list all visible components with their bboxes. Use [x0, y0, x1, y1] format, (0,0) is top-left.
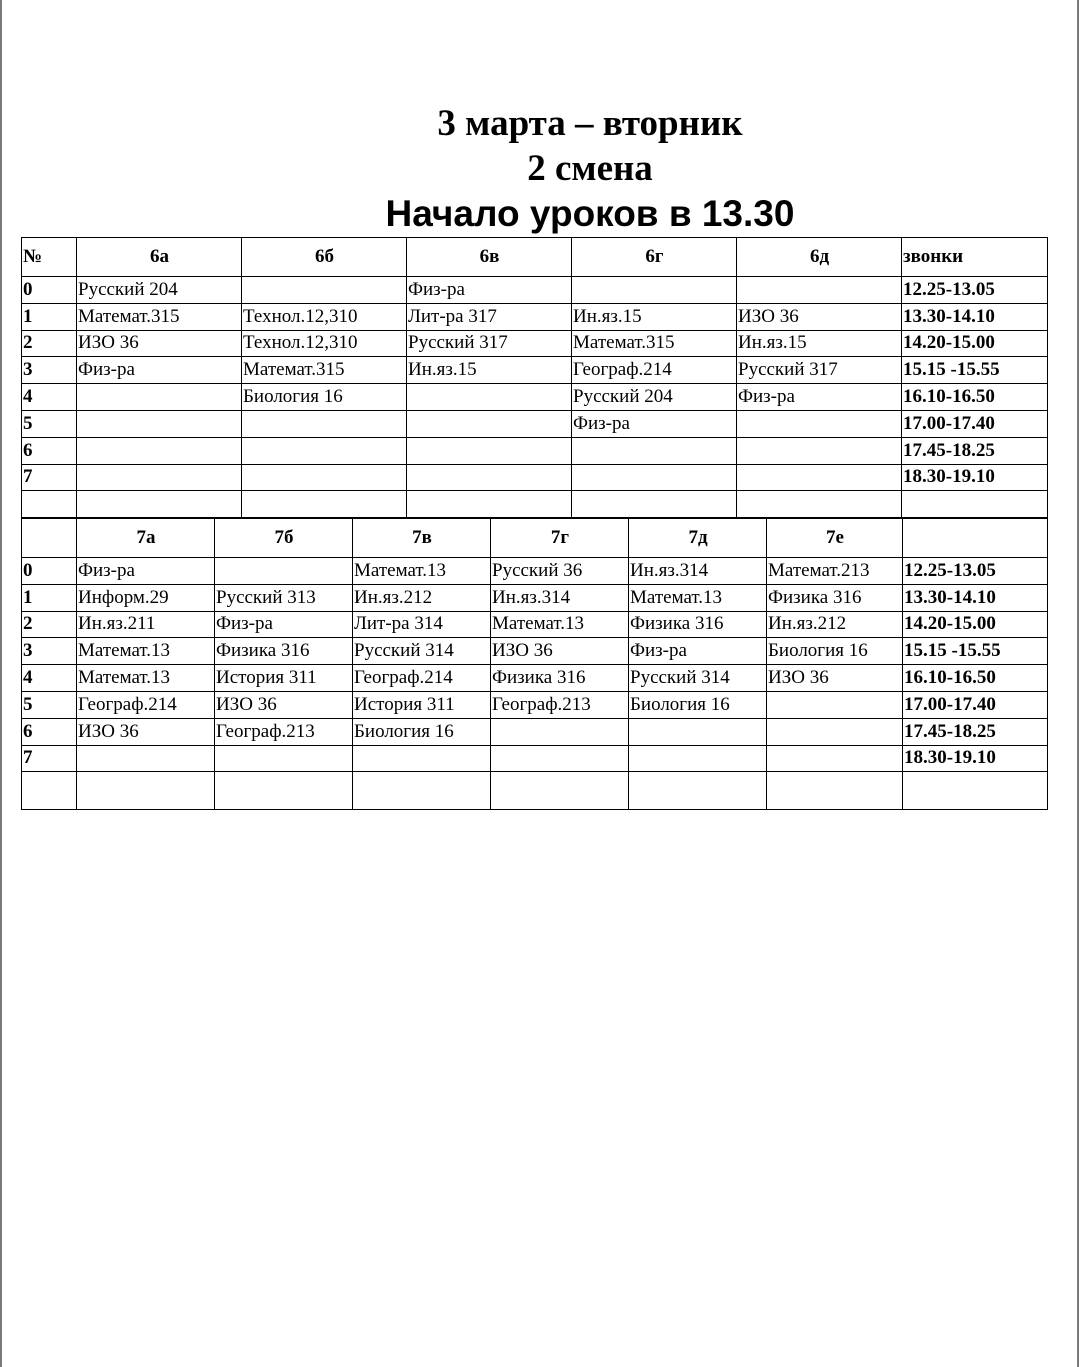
- schedule-row: [22, 330, 1048, 357]
- bell-time: 16.10-16.50: [902, 384, 1048, 411]
- lesson-cell: Русский 317: [737, 357, 902, 384]
- schedule-row: [22, 437, 1048, 464]
- lesson-cell: Биология 16: [629, 691, 767, 718]
- schedule-row: [22, 357, 1048, 384]
- empty-cell: [767, 772, 903, 810]
- empty-cell: [77, 772, 215, 810]
- lesson-cell: [77, 745, 215, 772]
- empty-cell: [572, 491, 737, 518]
- lesson-cell: Географ.213: [215, 718, 353, 745]
- lesson-cell: ИЗО 36: [491, 638, 629, 665]
- bell-time: 15.15 -15.55: [903, 638, 1048, 665]
- lesson-cell: [242, 277, 407, 304]
- empty-cell: [215, 772, 353, 810]
- schedule-row: [22, 611, 1048, 638]
- lesson-number: 4: [22, 665, 77, 692]
- lesson-cell: Географ.214: [353, 665, 491, 692]
- bell-time: 17.00-17.40: [902, 410, 1048, 437]
- lesson-cell: [491, 745, 629, 772]
- lesson-cell: ИЗО 36: [77, 718, 215, 745]
- class-header: 6в: [407, 238, 572, 277]
- grade6-header-row: [22, 238, 1048, 277]
- lesson-cell: Математ.315: [242, 357, 407, 384]
- bell-time: 16.10-16.50: [903, 665, 1048, 692]
- schedule-row: [22, 384, 1048, 411]
- lesson-cell: ИЗО 36: [767, 665, 903, 692]
- schedule-row: [22, 558, 1048, 585]
- lesson-cell: [215, 745, 353, 772]
- lesson-cell: [242, 410, 407, 437]
- lesson-number: 2: [22, 330, 77, 357]
- lesson-number: 2: [22, 611, 77, 638]
- empty-row: [22, 772, 1048, 810]
- bell-time: 14.20-15.00: [903, 611, 1048, 638]
- class-header: 7б: [215, 519, 353, 558]
- lesson-cell: Русский 313: [215, 584, 353, 611]
- schedule-row: [22, 665, 1048, 692]
- lesson-cell: Ин.яз.15: [737, 330, 902, 357]
- bell-time: 17.45-18.25: [902, 437, 1048, 464]
- lesson-cell: История 311: [353, 691, 491, 718]
- lesson-cell: Ин.яз.15: [572, 303, 737, 330]
- bell-time: 18.30-19.10: [903, 745, 1048, 772]
- empty-cell: [353, 772, 491, 810]
- lesson-cell: Географ.214: [77, 691, 215, 718]
- lesson-cell: [491, 718, 629, 745]
- lesson-cell: Русский 204: [77, 277, 242, 304]
- empty-cell: [903, 772, 1048, 810]
- lesson-cell: [407, 410, 572, 437]
- empty-cell: [407, 491, 572, 518]
- class-header: 6г: [572, 238, 737, 277]
- class-header: 6д: [737, 238, 902, 277]
- lesson-cell: Физ-ра: [737, 384, 902, 411]
- lesson-cell: Технол.12,310: [242, 330, 407, 357]
- lesson-cell: ИЗО 36: [215, 691, 353, 718]
- lesson-number: 1: [22, 303, 77, 330]
- lesson-cell: Русский 314: [629, 665, 767, 692]
- lesson-cell: [77, 464, 242, 491]
- empty-cell: [242, 491, 407, 518]
- lesson-cell: [407, 464, 572, 491]
- lesson-cell: Биология 16: [242, 384, 407, 411]
- title-start-time: Начало уроков в 13.30: [385, 193, 795, 234]
- lesson-cell: Физ-ра: [77, 357, 242, 384]
- schedule-table-grade7: [21, 518, 1048, 810]
- lesson-cell: [77, 437, 242, 464]
- lesson-cell: Математ.13: [629, 584, 767, 611]
- schedule-row: [22, 464, 1048, 491]
- lesson-cell: Математ.13: [353, 558, 491, 585]
- schedule-table-grade6: [21, 237, 1048, 518]
- lesson-cell: Физика 316: [215, 638, 353, 665]
- empty-cell: [77, 491, 242, 518]
- lesson-cell: Русский 317: [407, 330, 572, 357]
- lesson-cell: Технол.12,310: [242, 303, 407, 330]
- lesson-cell: Математ.13: [491, 611, 629, 638]
- lesson-cell: [629, 718, 767, 745]
- empty-cell: [902, 491, 1048, 518]
- empty-cell: [22, 491, 77, 518]
- lesson-cell: Географ.214: [572, 357, 737, 384]
- lesson-number: 0: [22, 277, 77, 304]
- bell-time: 15.15 -15.55: [902, 357, 1048, 384]
- lesson-cell: Физ-ра: [215, 611, 353, 638]
- lesson-cell: Физ-ра: [629, 638, 767, 665]
- lesson-number-header-empty: [22, 519, 77, 558]
- lesson-cell: Русский 314: [353, 638, 491, 665]
- bells-header-empty: [903, 519, 1048, 558]
- lesson-cell: [242, 464, 407, 491]
- lesson-cell: [215, 558, 353, 585]
- lesson-cell: ИЗО 36: [77, 330, 242, 357]
- class-header: 7д: [629, 519, 767, 558]
- lesson-cell: [77, 410, 242, 437]
- class-header: 7г: [491, 519, 629, 558]
- lesson-cell: Географ.213: [491, 691, 629, 718]
- lesson-cell: [407, 437, 572, 464]
- lesson-cell: [767, 718, 903, 745]
- lesson-cell: Ин.яз.212: [767, 611, 903, 638]
- lesson-cell: [767, 691, 903, 718]
- empty-cell: [491, 772, 629, 810]
- lesson-cell: [242, 437, 407, 464]
- bell-time: 12.25-13.05: [902, 277, 1048, 304]
- lesson-cell: Математ.315: [77, 303, 242, 330]
- schedule-row: [22, 718, 1048, 745]
- lesson-cell: ИЗО 36: [737, 303, 902, 330]
- title-shift: 2 смена: [527, 148, 653, 189]
- title-date: 3 марта – вторник: [437, 103, 743, 144]
- lesson-number: 3: [22, 638, 77, 665]
- lesson-number: 5: [22, 410, 77, 437]
- lesson-cell: Физ-ра: [572, 410, 737, 437]
- lesson-cell: [572, 437, 737, 464]
- lesson-cell: [77, 384, 242, 411]
- schedule-row: [22, 584, 1048, 611]
- empty-cell: [737, 491, 902, 518]
- lesson-cell: История 311: [215, 665, 353, 692]
- lesson-cell: Физика 316: [491, 665, 629, 692]
- lesson-cell: Ин.яз.314: [629, 558, 767, 585]
- lesson-number: 0: [22, 558, 77, 585]
- lesson-cell: Информ.29: [77, 584, 215, 611]
- lesson-cell: [737, 277, 902, 304]
- lesson-cell: Лит-ра 317: [407, 303, 572, 330]
- lesson-cell: Русский 204: [572, 384, 737, 411]
- lesson-number: 7: [22, 464, 77, 491]
- schedule-row: [22, 745, 1048, 772]
- class-header: 7а: [77, 519, 215, 558]
- bell-time: 13.30-14.10: [902, 303, 1048, 330]
- lesson-cell: Математ.315: [572, 330, 737, 357]
- lesson-cell: [407, 384, 572, 411]
- lesson-cell: Физ-ра: [407, 277, 572, 304]
- lesson-cell: [629, 745, 767, 772]
- class-header: 6б: [242, 238, 407, 277]
- schedule-row: [22, 691, 1048, 718]
- bell-time: 12.25-13.05: [903, 558, 1048, 585]
- lesson-cell: [767, 745, 903, 772]
- bell-time: 17.00-17.40: [903, 691, 1048, 718]
- lesson-cell: Биология 16: [767, 638, 903, 665]
- grade7-header-row: [22, 519, 1048, 558]
- lesson-cell: Математ.213: [767, 558, 903, 585]
- lesson-cell: Ин.яз.15: [407, 357, 572, 384]
- schedule-row: [22, 638, 1048, 665]
- lesson-cell: [353, 745, 491, 772]
- lesson-cell: [737, 464, 902, 491]
- lesson-number: 5: [22, 691, 77, 718]
- lesson-cell: Ин.яз.211: [77, 611, 215, 638]
- lesson-cell: Биология 16: [353, 718, 491, 745]
- class-header: 7в: [353, 519, 491, 558]
- lesson-number: 6: [22, 437, 77, 464]
- lesson-cell: [572, 464, 737, 491]
- lesson-number: 4: [22, 384, 77, 411]
- lesson-cell: [737, 437, 902, 464]
- lesson-number-header: №: [22, 238, 77, 277]
- bell-time: 13.30-14.10: [903, 584, 1048, 611]
- lesson-number: 7: [22, 745, 77, 772]
- empty-cell: [22, 772, 77, 810]
- schedule-row: [22, 303, 1048, 330]
- bell-time: 18.30-19.10: [902, 464, 1048, 491]
- lesson-cell: Русский 36: [491, 558, 629, 585]
- class-header: 7е: [767, 519, 903, 558]
- lesson-cell: Математ.13: [77, 638, 215, 665]
- lesson-cell: Физ-ра: [77, 558, 215, 585]
- lesson-cell: Ин.яз.212: [353, 584, 491, 611]
- lesson-cell: Физика 316: [767, 584, 903, 611]
- schedule-row: [22, 410, 1048, 437]
- lesson-cell: Математ.13: [77, 665, 215, 692]
- lesson-number: 1: [22, 584, 77, 611]
- lesson-cell: Лит-ра 314: [353, 611, 491, 638]
- bell-time: 17.45-18.25: [903, 718, 1048, 745]
- lesson-cell: Физика 316: [629, 611, 767, 638]
- bells-header: звонки: [902, 238, 1048, 277]
- lesson-number: 3: [22, 357, 77, 384]
- empty-row: [22, 491, 1048, 518]
- schedule-row: [22, 277, 1048, 304]
- lesson-cell: [737, 410, 902, 437]
- bell-time: 14.20-15.00: [902, 330, 1048, 357]
- lesson-cell: Ин.яз.314: [491, 584, 629, 611]
- empty-cell: [629, 772, 767, 810]
- lesson-cell: [572, 277, 737, 304]
- lesson-number: 6: [22, 718, 77, 745]
- class-header: 6а: [77, 238, 242, 277]
- page-border-left: [0, 0, 2, 1367]
